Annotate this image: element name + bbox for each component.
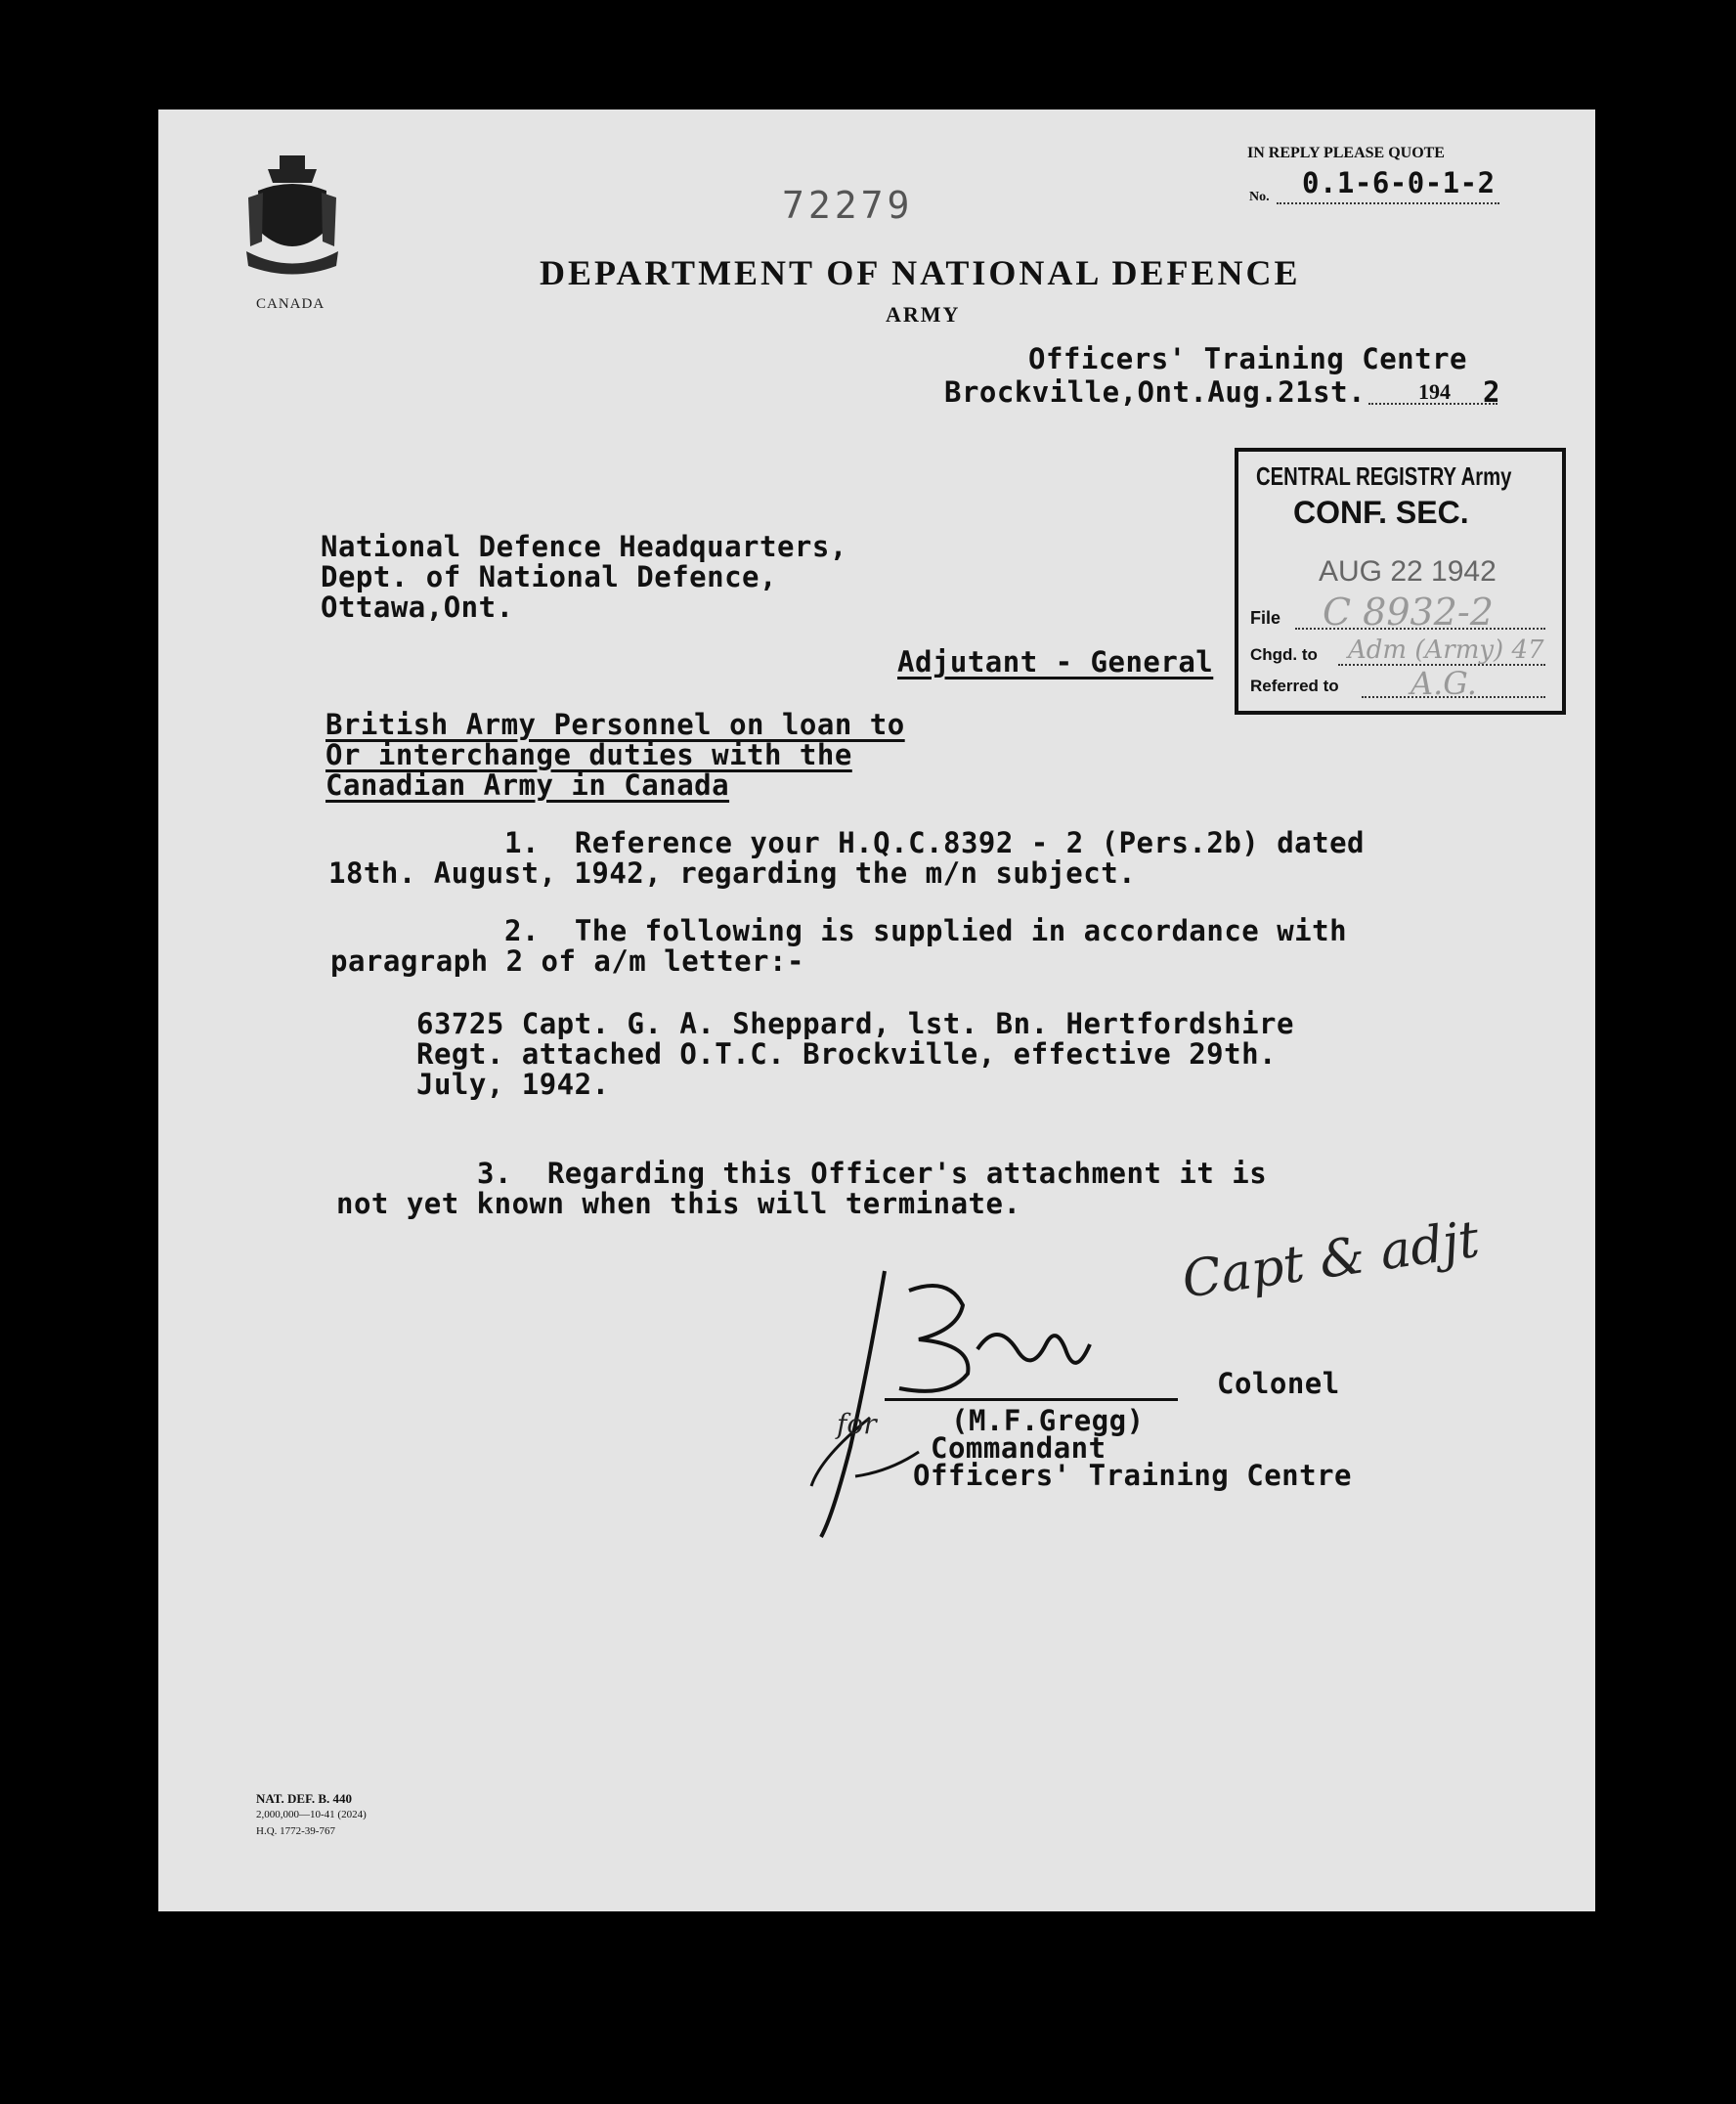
signature-title2: Officers' Training Centre: [913, 1459, 1352, 1492]
officer-entry-line2: Regt. attached O.T.C. Brockville, effective 29th.: [416, 1037, 1278, 1071]
origin-line2: Brockville,Ont.Aug.21st.: [944, 375, 1367, 409]
stamp-chgd-label: Chgd. to: [1250, 645, 1318, 664]
signature-name-script: [909, 1271, 1085, 1321]
officer-entry-line3: July, 1942.: [416, 1068, 610, 1101]
signature-rank: Colonel: [1217, 1367, 1340, 1400]
attention-line: Adjutant - General: [897, 645, 1214, 679]
form-footer-line1: NAT. DEF. B. 440: [256, 1791, 352, 1806]
crest-caption: CANADA: [256, 296, 326, 312]
subject-line1: British Army Personnel on loan to: [326, 708, 905, 741]
reply-quote-number: 0.1-6-0-1-2: [1302, 166, 1496, 199]
officer-entry-line1: 63725 Capt. G. A. Sheppard, lst. Bn. Hertfordshire: [416, 1007, 1294, 1040]
reply-quote-label: IN REPLY PLEASE QUOTE: [1247, 145, 1445, 161]
subject-line3: Canadian Army in Canada: [326, 768, 730, 802]
addressee-line2: Dept. of National Defence,: [321, 560, 777, 593]
signature-capt-adjt-note: Capt & adjt: [1178, 1209, 1483, 1310]
stamp-file-value: C 8932-2: [1323, 591, 1494, 634]
stamp-date: AUG 22 1942: [1319, 555, 1497, 588]
canada-crest-icon: [239, 153, 346, 290]
stamp-chgd-value: Adm (Army) 47: [1348, 636, 1544, 665]
reply-quote-no-label: No.: [1249, 190, 1270, 204]
stamp-conf-sec: CONF. SEC.: [1293, 495, 1469, 530]
central-registry-stamp: [1235, 448, 1566, 715]
year-suffix: 2: [1483, 375, 1500, 409]
addressee-line3: Ottawa,Ont.: [321, 591, 514, 624]
serial-number: 72279: [782, 184, 914, 227]
addressee-line1: National Defence Headquarters,: [321, 530, 847, 563]
paragraph-3-line1: 3. Regarding this Officer's attachment it is: [477, 1157, 1268, 1190]
year-prefix: 194: [1418, 379, 1451, 404]
stamp-file-label: File: [1250, 608, 1281, 628]
branch-heading: ARMY: [886, 302, 961, 327]
year-dotline: [1368, 403, 1497, 405]
origin-line1: Officers' Training Centre: [1028, 342, 1467, 375]
paragraph-1-line2: 18th. August, 1942, regarding the m/n subject.: [328, 856, 1137, 890]
paragraph-3-line2: not yet known when this will terminate.: [336, 1187, 1021, 1220]
signature-title1: Commandant: [931, 1431, 1107, 1465]
subject-line2: Or interchange duties with the: [326, 738, 852, 771]
stamp-referred-value: A.G.: [1410, 665, 1477, 702]
signature-line: [885, 1398, 1178, 1401]
department-heading: DEPARTMENT OF NATIONAL DEFENCE: [540, 253, 1301, 292]
form-footer-line3: H.Q. 1772-39-767: [256, 1825, 335, 1837]
reply-quote-dotline: [1277, 202, 1499, 204]
signature-name: (M.F.Gregg): [951, 1404, 1145, 1437]
paragraph-2-line2: paragraph 2 of a/m letter:-: [330, 944, 804, 978]
stamp-referred-label: Referred to: [1250, 677, 1339, 695]
paragraph-1-line1: 1. Reference your H.Q.C.8392 - 2 (Pers.2b) dated: [504, 826, 1366, 859]
paragraph-2-line1: 2. The following is supplied in accordance with: [504, 914, 1348, 947]
stamp-registry-line: CENTRAL REGISTRY Army: [1256, 461, 1512, 491]
form-footer-line2: 2,000,000—10-41 (2024): [256, 1809, 367, 1820]
signature-for-script: for: [837, 1408, 877, 1440]
